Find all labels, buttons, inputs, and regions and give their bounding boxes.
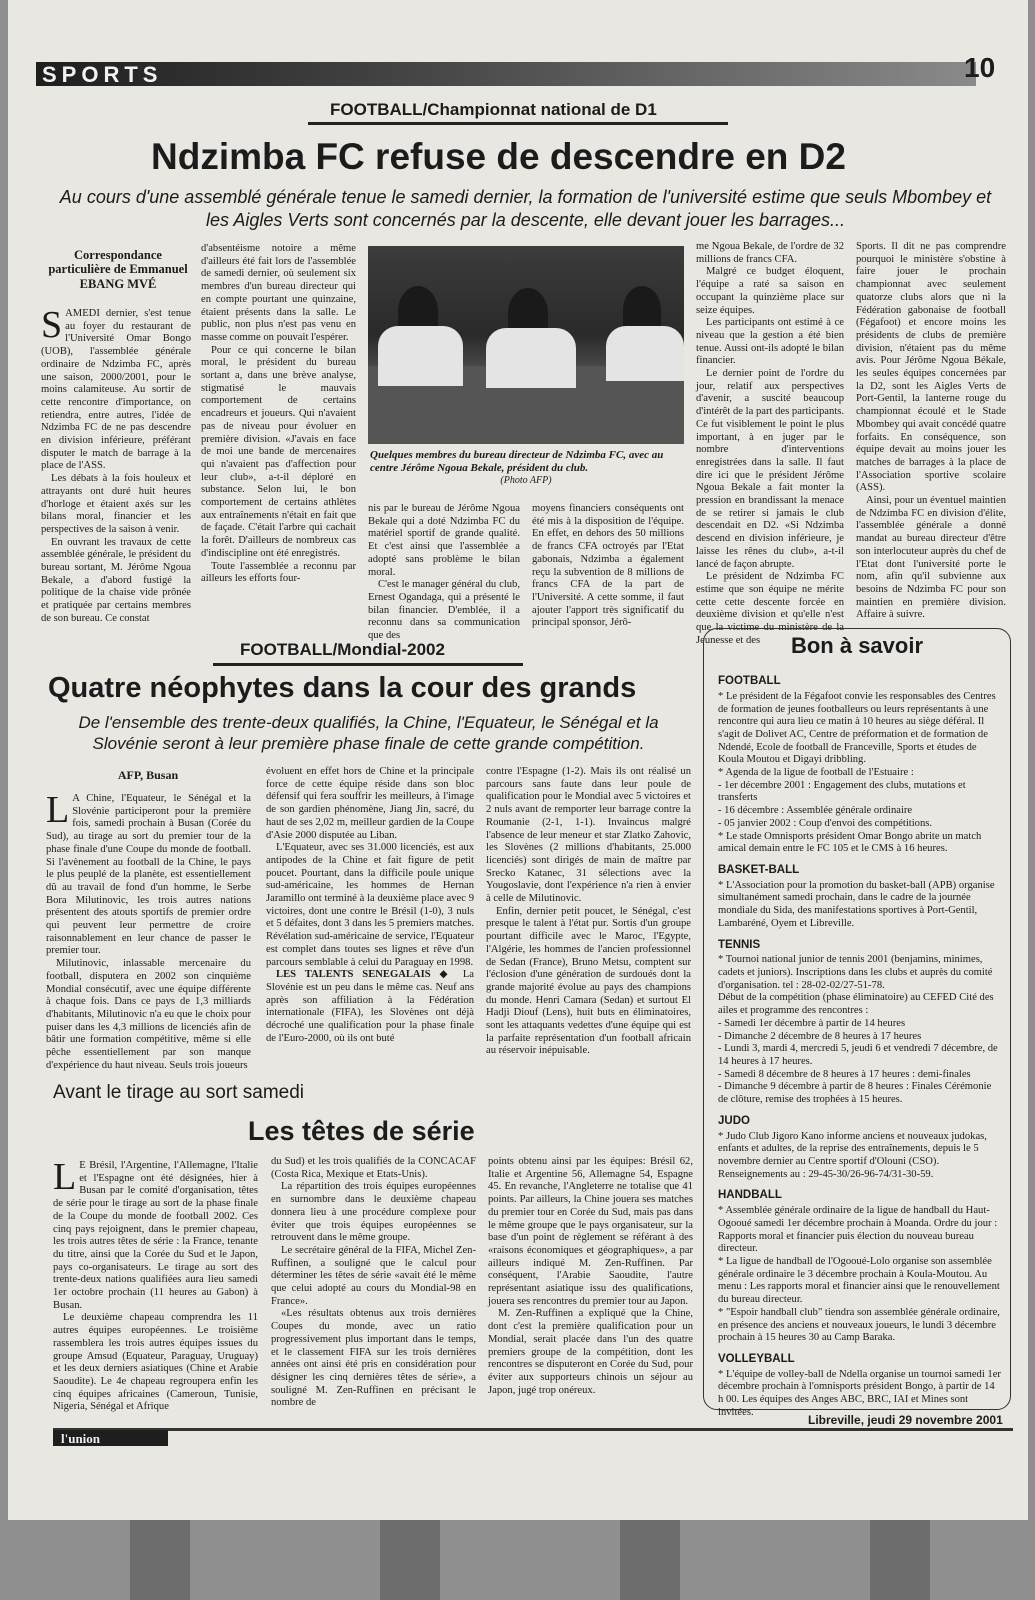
article1-column-1: [41, 304, 191, 630]
article1-text: Le dernier point de l'ordre du jour, relatif aux perspectives d'avenir, a suscité beaucoup d'intérêt de la part des participants. Ce fut visiblement le point le plus important, à en juger par le nombre d'interventions enregistrées dans la salle. Il faut dire ici que le président Jérôme Ngoua Bekale a fait monter la pression en brandissant la menace de se retirer si jamais le club descendait en D2. «Si Ndzimba descend en division inférieure, je laisse les rênes du club», a-t-il lancé de façon abrupte.: [696, 368, 844, 570]
article1-text: d'absentéisme notoire a même d'ailleurs été fait lors de l'assemblée de samedi dernier, où seulement six membres d'un bureau directeur qui en compte pourtant une quinzaine, étaient présents dans la salle. Le public, non plus n'est pas venu en masse comme on pouvait l'espérer.: [201, 243, 356, 343]
newspaper-logo: [53, 1430, 168, 1446]
article2-text: évoluent en effet hors de Chine et la principale force de cette équipe réside dans son bloc défensif qui fera souffrir les meilleurs, à l'image de son gardien phénomène, Jiang Jin, sacré, du haut de ses 2,02 m, meilleur gardien de la Coupe d'Asie 2000 disputée au Liban.: [266, 766, 474, 841]
kicker-rule: [213, 663, 523, 666]
background-stripe: [130, 1520, 190, 1600]
article3-column-2: [271, 1156, 476, 1422]
article1-deck: Au cours d'une assemblé générale tenue le samedi dernier, la formation de l'université estime que seuls Mbombey et les Aigles Verts sont concernés par la descente, elle devant jouer les barrages...: [59, 187, 992, 230]
dateline: Libreville, jeudi 29 novembre 2001: [808, 1413, 1003, 1427]
sidebar-section-heading: TENNIS: [718, 938, 761, 951]
article1-text: nis par le bureau de Jérôme Ngoua Bekale qui a doté Ndzimba FC du matériel sportif de grande qualité. Et c'est ainsi que l'assemblée a adopté sans problème le bilan moral.: [368, 503, 520, 578]
sidebar-item: * Le stade Omnisports président Omar Bongo abrite un match amical demain entre le FC 105 et le CMS à 16 heures.: [718, 830, 982, 855]
article3-kicker: Avant le tirage au sort samedi: [53, 1082, 305, 1103]
sidebar-section-heading: HANDBALL: [718, 1189, 782, 1202]
caption-text: Quelques membres du bureau directeur de Ndzimba FC, avec au centre Jérôme Ngoua Bekale, président du club.: [370, 449, 664, 475]
article1-text: C'est le manager général du club, Ernest Ogandaga, qui a présenté le bilan financier. D'emblée, il a reconnu dans sa communication que des: [368, 579, 520, 642]
drop-cap: L: [46, 789, 70, 831]
team-photo: [368, 246, 684, 444]
article1-kicker: FOOTBALL/Championnat national de D1: [330, 100, 657, 119]
article2-subhead: LES TALENTS SENEGALAIS: [276, 969, 431, 981]
article1-column-6: [856, 241, 1006, 623]
drop-cap: L: [53, 1156, 77, 1198]
article2-headline: Quatre néophytes dans la cour des grands: [48, 672, 637, 704]
sidebar-item: * L'Association pour la promotion du basket-ball (APB) organise simultanément samedi prochain, dans le cadre de la journée mondiale du Sida, des manifestations sportives à Port-Gentil, Lambaréné, Oyem et Libreville.: [718, 879, 995, 929]
article2-column-3: [486, 766, 691, 1063]
section-bar: [36, 62, 976, 86]
article1-headline: Ndzimba FC refuse de descendre en D2: [151, 136, 846, 177]
article3-text: «Les résultats obtenus aux trois dernières Coupes du monde, avec un ratio progressivement plus important dans le temps, et le classement FIFA sur les trois dernières années ont ainsi été pris en considération pour désigner les cinq dernières têtes de série», a souligné M. Zen-Ruffinen en précisant le nombre de: [271, 1308, 476, 1409]
article1-column-5: [696, 241, 844, 646]
article3-column-1: [53, 1156, 258, 1422]
article1-text: Sports. Il dit ne pas comprendre pourquoi le ministère s'obstine à faire jouer le prochain championnat avec seulement quatorze clubs alors que ni la Fédération gabonaise de football (Fégafoot) et encore moins les présidents de clubs de première division, n'étaient pas du même avis. Pour Jérôme Ngoua Békale, les seules équipes concernées par la D2, sont les Aigles Verts de Port-Gentil, la lanterne rouge du championnat écoulé et le Stade Mbombey qui avait concédé quatre forfaits. En conséquence, son équipe devait au moins jouer les matches de barrages à la place de l'Association sportive scolaire (ASS).: [856, 241, 1006, 494]
newspaper-page: [8, 0, 1028, 1520]
article2-column-2: évoluent en effet hors de Chine et la principale force de cette équipe réside dans son bloc défensif qui fera souffrir les meilleurs, à l'image de son gardien phénomène, Jiang Jin, sacré, du haut de ses 2,02 m, meilleur gardien de la Coupe d'Asie 2000 disputée au Liban. L'Equateur, avec ses 31.000 licenciés, est aux antipodes de la Chine et fait figure de petit poucet. Pourtant, dans la difficile poule unique sud-américaine, les hommes de Hernan Jaramillo ont terminé à la deuxième place avec 9 victoires, dont une contre le Brésil (1-0), 3 nuls et 5 défaites, dont 3 dans les 5 premiers matches. Révélation sud-américaine de service, l'Equateur est complet dans toutes ses lignes et rêve d'un parcours semblable à celui du Paraguay en 1998. LES TALENTS SENEGALAIS ◆ La Slovénie est un peu dans le même cas. Neuf ans après son affiliation à la Fédération internationale (FIFA), les Slovènes ont déjà décroché une qualification pour la phase finale de l'Euro-2000, où ils ont buté: [266, 766, 474, 1044]
photo-person: [486, 328, 576, 388]
article2-deck: De l'ensemble des trente-deux qualifiés, la Chine, l'Equateur, le Sénégal et la Slovénie seront à leur première phase finale de cette grande compétition.: [78, 713, 659, 754]
sidebar-item: * Le président de la Fégafoot convie les responsables des Centres de formation de jeunes footballeurs ou leurs représentants à une rencontre qui aura lieu ce matin à 10 heures au siège déféral. Il s'agit de Dolivet AC, Centre de préformation et de formation de Ndendé, Ecole de football de Franceville, Sports et études de Koula Moutou et Digayi dribbling.: [718, 690, 996, 766]
article2-text: A Chine, l'Equateur, le Sénégal et la Slovénie participeront pour la première fois, samedi prochain à Busan (Corée du Sud), au tirage au sort du premier tour de la phase finale d'une Coupe du monde de football. Si l'avènement au football de la Chine, le pays le plus peuplé de la planète, est essentiellement dû au travail de fond d'un homme, le Serbe Bora Milutinovic, les trois autres nations présentent des atouts sportifs de premier ordre qui peuvent leur permettre de croire raisonnablement en leur chance de passer le premier tour.: [46, 793, 251, 957]
background-stripe: [620, 1520, 680, 1600]
article1-text: moyens financiers conséquents ont été mis à la disposition de l'équipe. En effet, en dehors des 50 millions de francs CFA octroyés par l'Etat gabonais, Ndzimba a également reçu la subvention de 8 millions de francs CFA de la part de l'Université. A cette somme, il faut ajouter l'apport très significatif du principal sponsor, Jérô-: [532, 503, 684, 629]
article3-text: Le deuxième chapeau comprendra les 11 autres équipes européennes. Le troisième rassemblera les trois autres équipes issues du groupe Amsud (Equateur, Paraguay, Uruguay) et les deux derniers asiatiques (Chine et Arabie Saoudite). Le 4e chapeau regroupera enfin les cinq équipes africaines (Cameroun, Tunisie, Nigeria, Sénégal et Afrique: [53, 1312, 258, 1413]
sidebar-item: - Dimanche 9 décembre à partir de 8 heures : Finales Cérémonie de clôture, remise des trophées à 15 heures.: [718, 1081, 992, 1106]
sidebar-item: * Tournoi national junior de tennis 2001 (benjamins, minimes, cadets et juniors). Inscriptions dans les clubs et auprès du comité d'organisation. tel : 28-02-02/27-51-78.: [718, 954, 993, 991]
sidebar-section-heading: BASKET-BALL: [718, 863, 800, 876]
sidebar-item: - Samedi 1er décembre à partir de 14 heures: [718, 1017, 906, 1029]
article1-text: Les débats à la fois houleux et attrayants ont duré huit heures d'horloge et étaient axés sur les bilans moral, financier et les perspectives de la saison à venir.: [41, 473, 191, 535]
article2-text: Enfin, dernier petit poucet, le Sénégal, c'est presque le talent à l'état pur. Sortis d'un groupe pourtant difficile avec le Maroc, l'Egypte, l'Algérie, les hommes de l'ancien professionnel de Sedan (France), Bruno Metsu, comptent sur l'éclosion d'une génération de surdoués dont la grande majorité évolue au pays des champions du monde. Henri Camara (Sedan) et surtout El Hadji Diouf (Lens), huit buts en éliminatoires, sont les attaquants vedettes d'une équipe qui est la parfaite représentation d'un football africain au réservoir inépuisable.: [486, 905, 691, 1057]
sidebar-item: * "Espoir handball club" tiendra son assemblée générale ordinaire, en présence des anciens et nouveaux joueurs, le lundi 3 décembre prochain à 15 heures 30 au Camp Baraka.: [718, 1306, 1000, 1344]
article3-text: M. Zen-Ruffinen a expliqué que la Chine, dont c'est la première qualification pour un Mondial, serait placée dans l'un des quatre premiers groupe de la compétition, dont les rencontres se disputeront en Corée du Sud, pour éviter aux supporteurs chinois un séjour au Japon, jugé trop onéreux.: [488, 1308, 693, 1396]
sidebar-item: - Dimanche 2 décembre de 8 heures à 17 heures: [718, 1030, 922, 1042]
box-body: [718, 667, 1002, 1420]
article1-column-4: [532, 503, 684, 630]
section-label: SPORTS: [42, 62, 163, 87]
article1-text: En ouvrant les travaux de cette assemblée générale, le président du bureau sortant, M. Jérôme Ngoua Bekale, a d'abord fustigé la politique de la chaise vide prônée et pratiquée par certains membres de son bureau. Ce constat: [41, 536, 191, 624]
box-title: Bon à savoir: [790, 633, 924, 658]
sidebar-item: * Agenda de la ligue de football de l'Estuaire :: [718, 767, 914, 779]
article1-text: Les participants ont estimé à ce niveau que la gestion a été bien tenue. Aussi ont-ils adopté le bilan financier.: [696, 317, 844, 367]
article1-text: me Ngoua Bekale, de l'ordre de 32 millions de francs CFA.: [696, 241, 844, 265]
article1-text: AMEDI dernier, s'est tenue au foyer du restaurant de l'Université Omar Bongo (UOB), l'assemblée générale ordinaire de Ndzimba FC, après une saison, 2000/2001, pour le moins calamiteuse. Au sortir de cette rencontre d'importance, on retiendra, entre autres, l'idée de Ndzimba FC de ne pas descendre en division inférieure, préférant disputer le match de barrage à la place de l'ASS.: [41, 308, 191, 472]
sidebar-item: Début de la compétition (phase éliminatoire) au CEFED Cité des ailes et programme des rencontres :: [718, 992, 994, 1017]
sidebar-section-heading: FOOTBALL: [718, 675, 781, 687]
sidebar-section-heading: JUDO: [718, 1114, 750, 1127]
article1-column-3: [368, 503, 520, 642]
article3-text: du Sud) et les trois qualifiés de la CONCACAF (Costa Rica, Mexique et Etats-Unis).: [271, 1156, 476, 1180]
sidebar-item: - 05 janvier 2002 : Coup d'envoi des compétitions.: [718, 817, 933, 829]
sidebar-item: * Judo Club Jigoro Kano informe anciens et nouveaux judokas, enfants et adultes, de la reprise des entraînements, depuis le 5 novembre dernier au Centre sportif d'Olouni (CSO). Renseignements au : 29-45-30/26-96-74/31-30-59.: [718, 1130, 987, 1180]
logo-text: l'union: [61, 1431, 101, 1446]
article1-byline: Correspondance particulière de Emmanuel EBANG MVÉ: [48, 248, 188, 291]
sidebar-item: - 1er décembre 2001 : Engagement des clubs, mutations et transferts: [718, 779, 966, 804]
article1-text: Ainsi, pour un éventuel maintien de Ndzimba FC en division d'élite, l'assemblée générale a donné mandat au bureau directeur d'être son interlocuteur auprès du chef de l'Etat dont l'université porte le nom, afin qu'il subvienne aux besoins de Ndzimba FC pour son maintien en première division. Affaire à suivre.: [856, 495, 1006, 621]
background-stripe: [380, 1520, 440, 1600]
article3-column-3: [488, 1156, 693, 1422]
background-stripe: [870, 1520, 930, 1600]
article2-column-1: [46, 789, 251, 1071]
kicker-rule: [308, 122, 728, 125]
page-number: 10: [964, 52, 996, 83]
sidebar-item: * La ligue de handball de l'Ogooué-Lolo organise son assemblée générale ordinaire le 3 décembre prochain à Koula-Moutou. Au menu : Les rapports moral et financier ainsi que le renouvellement du bureau directeur.: [718, 1256, 1000, 1306]
article1-column-2: [201, 243, 356, 629]
sidebar-item: - Lundi 3, mardi 4, mercredi 5, jeudi 6 et vendredi 7 décembre, de 14 heures à 17 heures.: [718, 1043, 998, 1067]
article3-headline: Les têtes de série: [248, 1116, 475, 1146]
article2-kicker: FOOTBALL/Mondial-2002: [240, 640, 445, 659]
article1-text: Le président de Ndzimba FC estime que son équipe ne mérite cette cette descente forcée en deuxième division et qu'elle n'est que la victime du ministère de la Jeunesse et des: [696, 571, 844, 646]
article2-text: L'Equateur, avec ses 31.000 licenciés, est aux antipodes de la Chine et fait figure de petit poucet. Pourtant, dans la difficile poule unique sud-américaine, les hommes de Hernan Jaramillo ont terminé à la deuxième place avec 9 victoires, dont une contre le Brésil (1-0), 3 nuls et 5 défaites, dont 3 dans les 5 premiers matches. Révélation sud-américaine de service, l'Equateur est complet dans toutes ses lignes et rêve d'un parcours semblable à celui du Paraguay en 1998.: [266, 842, 474, 968]
photo-person: [606, 326, 684, 381]
drop-cap: S: [41, 304, 63, 346]
sidebar-section-heading: VOLLEYBALL: [718, 1352, 795, 1365]
article3-text: Le secrétaire général de la FIFA, Michel Zen-Ruffinen, a souligné que le calcul pour déterminer les têtes de série «avait été le même que celui adopté au cours du Mondial-98 en France».: [271, 1244, 476, 1307]
article1-text: Toute l'assemblée a reconnu par ailleurs les efforts four-: [201, 560, 356, 585]
sidebar-item: - Samedi 8 décembre de 8 heures à 17 heures : demi-finales: [718, 1068, 971, 1080]
sidebar-item: - 16 décembre : Assemblée générale ordinaire: [718, 805, 913, 817]
article3-text: E Brésil, l'Argentine, l'Allemagne, l'Italie et l'Espagne ont été désignées, hier à Busan par le comité d'organisation, têtes de série pour le tirage au sort de la phase finale de la Coupe du monde de football 2002. Ces cinq pays rejoignent, dans le premier chapeau, les trois autres têtes de série : la France, tenante du titre, ainsi que la Corée du Sud et le Japon, pays co-organisateurs. Le tirage au sort des trente-deux nations qualifiées aura lieu samedi 1er octobre prochain (11 heures au Gabon) à Busan.: [53, 1160, 258, 1311]
sidebar-item: * L'équipe de volley-ball de Ndella organise un tournoi samedi 1er décembre prochain à l'omnisports président Bongo, à partir de 14 h 00. Les équipes des Anges ABC, BRC, IAI et Mines sont invitées.: [718, 1368, 1001, 1418]
photo-person: [378, 326, 463, 386]
article3-text: points obtenu ainsi par les équipes: Brésil 62, Italie et Argentine 56, Allemagne 54, Espagne 45. En revanche, l'Angleterre ne totalise que 41 points. Par ailleurs, la Chine jouera ses matches du premier tour en Corée du Sud, mais pas dans le même groupe que le pays organisateur, sur la base d'un point de règlement se référant à des «raisons économiques et géographiques», a par ailleurs indiqué M. Zen-Ruffinen. Par conséquent, l'Arabie Saoudite, l'autre représentant asiatique issu des qualifications, jouera ses rencontres du premier tour au Japon.: [488, 1156, 693, 1307]
photo-caption: [370, 449, 682, 487]
article2-text: contre l'Espagne (1-2). Mais ils ont réalisé un parcours sans faute dans leur poule de qualification pour le Mondial avec 5 victoires et 2 nuls avant de remporter leur barrage contre la Roumanie (2-1, 1-1). Invaincus malgré l'absence de leur meneur et star Zlatko Zahovic, les Slovènes (2 millions d'habitants, 25.000 licenciés) sont dirigés de main de maître par Srecko Katanec, 31 sélections avec la Yougoslavie, dont l'expérience n'a rien à envier à celle de Milutinovic.: [486, 766, 691, 905]
bon-a-savoir-box: [703, 628, 1011, 1418]
photo-credit: (Photo AFP): [500, 475, 552, 487]
sidebar-item: * Assemblée générale ordinaire de la ligue de handball du Haut-Ogooué samedi 1er décembre prochain à Moanda. Ordre du jour : Rapports moral et financier puis élection du nouveau bureau directeur.: [718, 1205, 998, 1255]
article3-text: La répartition des trois équipes européennes en surnombre dans le deuxième chapeau donnera lieu à une procédure complexe pour éviter que trois équipes européennes se retrouvent dans le même groupe.: [271, 1181, 476, 1244]
article2-text: Milutinovic, inlassable mercenaire du football, disputera en 2002 son cinquième Mondial consécutif, avec une équipe différente à chaque fois. Dans ce pays de 1,3 milliards d'habitants, Milutinovic n'a eu que le choix pour puiser dans les 4,3 millions de licenciés afin de bâtir une formation compétitive, même si elle pêche essentiellement par son manque d'expérience du haut niveau. Seuls trois joueurs: [46, 958, 251, 1071]
article1-text: Malgré ce budget éloquent, l'équipe a raté sa saison en occupant la quinzième place sur seize équipes.: [696, 266, 844, 316]
footer-rule: [53, 1428, 1013, 1431]
article2-byline: AFP, Busan: [117, 768, 179, 782]
article1-text: Pour ce qui concerne le bilan moral, le président du bureau sortant a, dans une brève analyse, stigmatisé le mauvais comportement de certains encadreurs et joueurs. Qui n'avaient pas de niveau pour évoluer en première division. «J'avais en face de moi une bande de mercenaires qui n'avaient pas d'affection pour leur club», a-t-il déploré en substance. Selon lui, le bon comportement de certains athlètes aux entraînements n'était en fait que de façade. C'était l'arbre qui cachait la forêt. D'ailleurs de nombreux cas d'indiscipline ont été enregistrés.: [201, 344, 356, 559]
article2-text: La Slovénie est un peu dans le même cas. Neuf ans après son affiliation à la Fédération internationale (FIFA), les Slovènes ont déjà décroché une qualification pour la phase finale de l'Euro-2000, où ils ont buté: [266, 969, 474, 1044]
